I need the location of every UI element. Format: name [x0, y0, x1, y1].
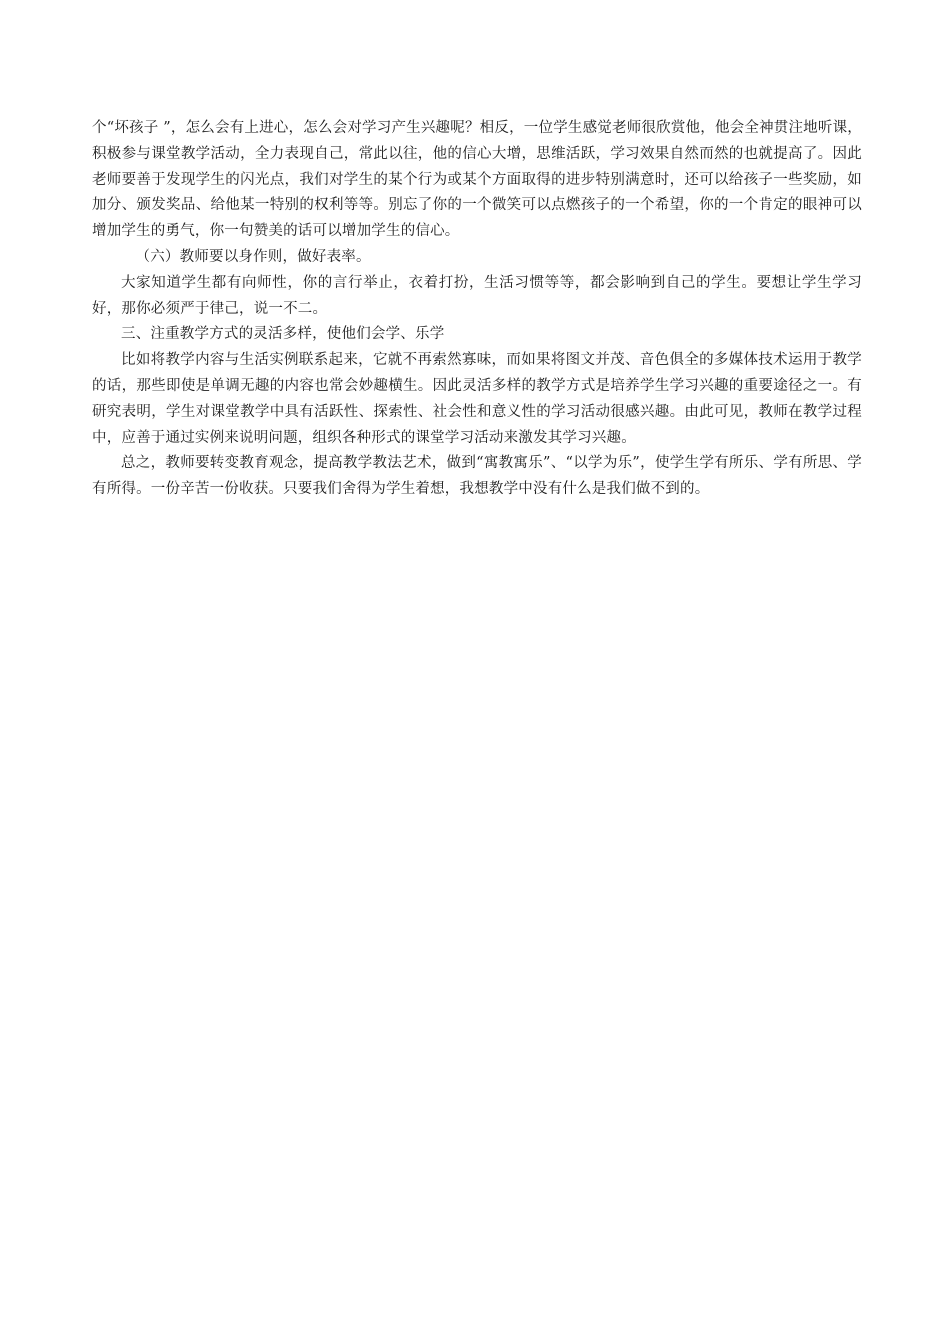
subheading-lead-by-example: （六）教师要以身作则，做好表率。: [135, 248, 371, 265]
paragraph-lead-by-example: 大家知道学生都有向师性，你的言行举止，衣着打扮，生活习惯等等，都会影响到自己的学生。要想让学生学习好，那你必须严于律己，说一不二。: [92, 274, 862, 317]
paragraph-teaching-methods: 比如将教学内容与生活实例联系起来，它就不再索然寡味，而如果将图文并茂、音色俱全的多媒体技术运用于教学的话，那些即使是单调无趣的内容也常会妙趣横生。因此灵活多样的教学方式是培养学生学习兴趣的重要途径之一。有研究表明，学生对课堂教学中具有活跃性、探索性、社会性和意义性的学习活动很感兴趣。由此可见，教师在教学过程中，应善于通过实例来说明问题，组织各种形式的课堂学习活动来激发其学习兴趣。: [92, 352, 862, 446]
paragraph-praise-continuation: 个“坏孩子 ”，怎么会有上进心，怎么会对学习产生兴趣呢？相反，一位学生感觉老师很欣赏他，他会全神贯注地听课，积极参与课堂教学活动，全力表现自己，常此以往，他的信心大增，思维活跃，学习效果自然而然的也就提高了。因此老师要善于发现学生的闪光点，我们对学生的某个行为或某个方面取得的进步特别满意时，还可以给孩子一些奖励，如加分、颁发奖品、给他某一特别的权利等等。别忘了你的一个微笑可以点燃孩子的一个希望，你的一个肯定的眼神可以增加学生的勇气，你一句赞美的话可以增加学生的信心。: [92, 120, 862, 240]
section-heading-teaching-methods: 三、注重教学方式的灵活多样，使他们会学、乐学: [121, 326, 445, 343]
paragraph-conclusion: 总之，教师要转变教育观念，提高教学教法艺术，做到“寓教寓乐”、“以学为乐”，使学生学有所乐、学有所思、学有所得。一份辛苦一份收获。只要我们舍得为学生着想，我想教学中没有什么是我们做不到的。: [92, 455, 862, 498]
document-body: [92, 116, 862, 503]
